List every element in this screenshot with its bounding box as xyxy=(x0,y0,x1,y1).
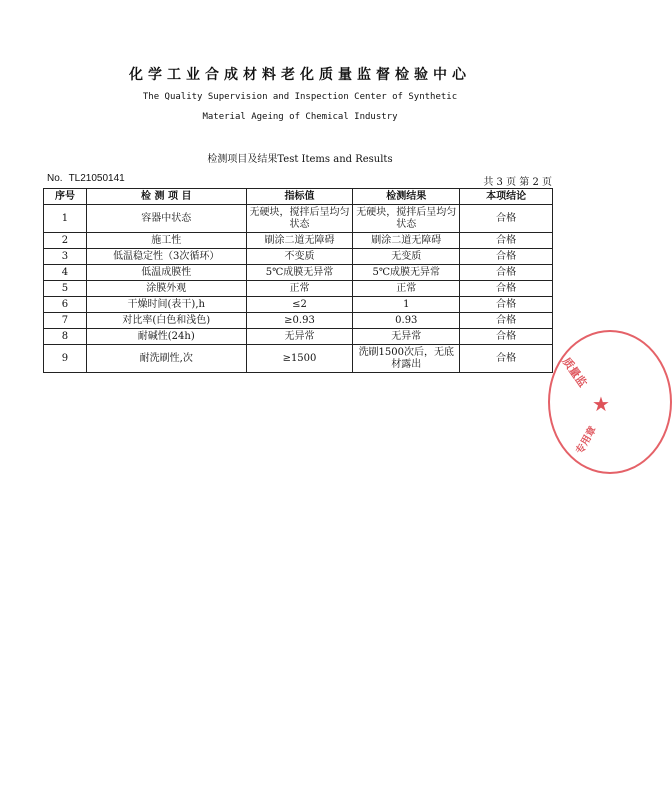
report-number xyxy=(47,173,125,184)
section-title: 检测项目及结果Test Items and Results xyxy=(207,154,393,165)
header-no: 序号 xyxy=(44,189,87,205)
page-title-cn: 化学工业合成材料老化质量监督检验中心 xyxy=(129,67,471,83)
page-title-en-line1: The Quality Supervision and Inspection Center of Synthetic xyxy=(142,92,458,102)
table-row xyxy=(44,329,553,345)
cell-standard: 刷涂二道无障碍 xyxy=(246,233,353,249)
cell-conclusion: 合格 xyxy=(460,205,553,233)
cell-result: 5℃成膜无异常 xyxy=(353,265,460,281)
cell-conclusion: 合格 xyxy=(460,233,553,249)
cell-standard: ≤2 xyxy=(246,297,353,313)
table-header-row xyxy=(44,189,553,205)
cell-result: 刷涂二道无障碍 xyxy=(353,233,460,249)
results-table xyxy=(43,188,553,373)
cell-no: 1 xyxy=(44,205,87,233)
cell-conclusion: 合格 xyxy=(460,313,553,329)
cell-standard: 正常 xyxy=(246,281,353,297)
cell-item: 耐碱性(24h) xyxy=(86,329,246,345)
cell-result: 无硬块，搅拌后呈均匀状态 xyxy=(353,205,460,233)
cell-no: 4 xyxy=(44,265,87,281)
cell-no: 5 xyxy=(44,281,87,297)
cell-result: 无变质 xyxy=(353,249,460,265)
cell-conclusion: 合格 xyxy=(460,265,553,281)
cell-conclusion: 合格 xyxy=(460,345,553,373)
cell-standard: ≥0.93 xyxy=(246,313,353,329)
cell-conclusion: 合格 xyxy=(460,329,553,345)
cell-standard: 无硬块，搅拌后呈均匀状态 xyxy=(246,205,353,233)
page-info: 共 3 页 第 2 页 xyxy=(483,177,552,188)
cell-conclusion: 合格 xyxy=(460,281,553,297)
cell-no: 3 xyxy=(44,249,87,265)
cell-no: 2 xyxy=(44,233,87,249)
table-row xyxy=(44,345,553,373)
report-number-value: TL21050141 xyxy=(68,173,125,184)
report-number-label: No. xyxy=(47,173,63,184)
cell-item: 对比率(白色和浅色) xyxy=(86,313,246,329)
cell-no: 9 xyxy=(44,345,87,373)
cell-result: 0.93 xyxy=(353,313,460,329)
cell-item: 容器中状态 xyxy=(86,205,246,233)
cell-item: 耐洗刷性,次 xyxy=(86,345,246,373)
cell-result: 洗刷1500次后，无底材露出 xyxy=(353,345,460,373)
cell-standard: 不变质 xyxy=(246,249,353,265)
table-row xyxy=(44,281,553,297)
cell-standard: ≥1500 xyxy=(246,345,353,373)
header-conclusion: 本项结论 xyxy=(460,189,553,205)
page-title-en-line2: Material Ageing of Chemical Industry xyxy=(202,112,398,122)
table-row xyxy=(44,249,553,265)
cell-item: 干燥时间(表干),h xyxy=(86,297,246,313)
cell-item: 低温稳定性（3次循环） xyxy=(86,249,246,265)
cell-no: 8 xyxy=(44,329,87,345)
header-item: 检 测 项 目 xyxy=(86,189,246,205)
table-row xyxy=(44,205,553,233)
stamp-text-bottom: 专用章 xyxy=(574,424,599,457)
table-row xyxy=(44,313,553,329)
cell-conclusion: 合格 xyxy=(460,249,553,265)
table-row xyxy=(44,233,553,249)
cell-result: 1 xyxy=(353,297,460,313)
table-row xyxy=(44,297,553,313)
table-row xyxy=(44,265,553,281)
header-result: 检测结果 xyxy=(353,189,460,205)
official-seal-stamp xyxy=(548,330,672,474)
cell-standard: 无异常 xyxy=(246,329,353,345)
cell-result: 无异常 xyxy=(353,329,460,345)
stamp-text-top: 质量监 xyxy=(559,355,590,390)
cell-standard: 5℃成膜无异常 xyxy=(246,265,353,281)
cell-no: 7 xyxy=(44,313,87,329)
cell-no: 6 xyxy=(44,297,87,313)
header-standard: 指标值 xyxy=(246,189,353,205)
cell-item: 低温成膜性 xyxy=(86,265,246,281)
cell-item: 施工性 xyxy=(86,233,246,249)
cell-item: 涂膜外观 xyxy=(86,281,246,297)
cell-result: 正常 xyxy=(353,281,460,297)
cell-conclusion: 合格 xyxy=(460,297,553,313)
star-icon: ★ xyxy=(592,392,610,416)
